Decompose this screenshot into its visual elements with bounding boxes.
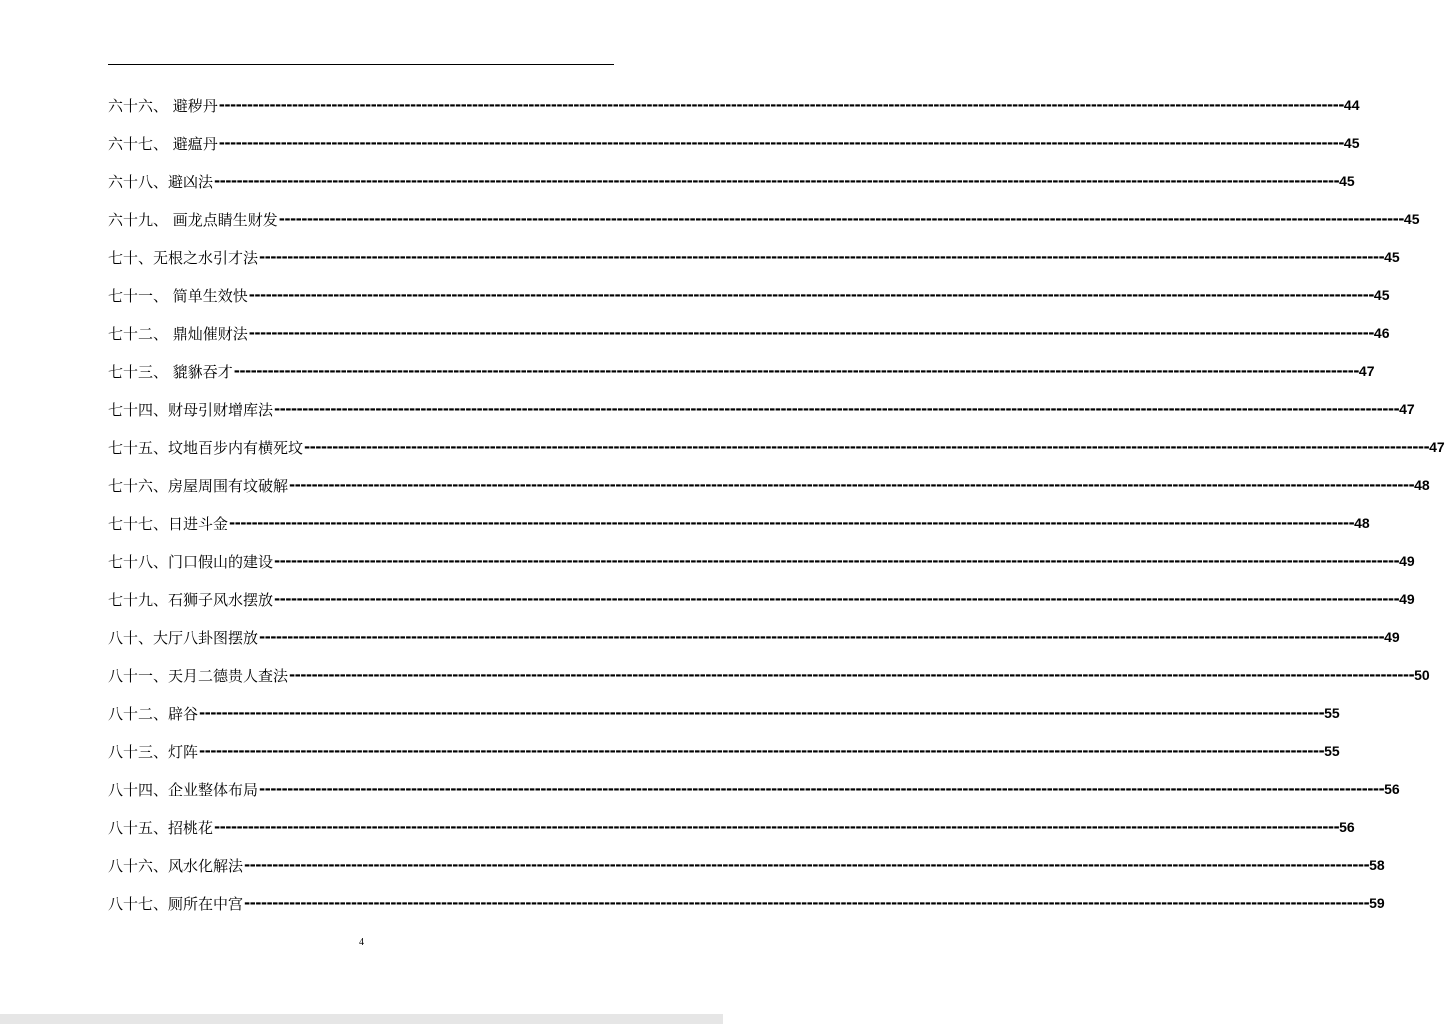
- toc-entry-page: 55: [1324, 743, 1340, 759]
- header-rule: [108, 64, 614, 65]
- toc-entry-title: 七十五、坟地百步内有横死坟: [108, 438, 304, 457]
- toc-entry[interactable]: [108, 276, 1390, 314]
- toc-entry-title: 七十七、日进斗金: [108, 514, 229, 533]
- toc-entry-page: 45: [1343, 135, 1360, 151]
- toc-entry-title: 七十九、石狮子风水摆放: [108, 590, 274, 609]
- toc-entry-page: 58: [1369, 857, 1385, 873]
- toc-entry[interactable]: [108, 580, 1415, 618]
- toc-entry-page: 47: [1399, 401, 1415, 417]
- toc-dot-leader: --------------------------------------------------------------------------------------------------------------------------------------------------------------------------------------------------------: [259, 248, 1385, 266]
- toc-entry-page: 56: [1384, 781, 1400, 797]
- toc-entry[interactable]: [108, 352, 1375, 390]
- toc-entry[interactable]: [108, 162, 1355, 200]
- toc-entry-title: 七十、无根之水引才法: [108, 248, 259, 267]
- toc-dot-leader: --------------------------------------------------------------------------------------------------------------------------------------------------------------------------------------------------------: [274, 400, 1400, 418]
- toc-entry[interactable]: [108, 770, 1400, 808]
- toc-dot-leader: --------------------------------------------------------------------------------------------------------------------------------------------------------------------------------------------------------: [199, 704, 1325, 722]
- toc-entry-title: 七十四、财母引财增库法: [108, 400, 274, 419]
- toc-entry-page: 47: [1358, 363, 1375, 379]
- toc-dot-leader: --------------------------------------------------------------------------------------------------------------------------------------------------------------------------------------------------------: [274, 590, 1400, 608]
- viewer-bottom-edge: [0, 1014, 723, 1024]
- toc-entry[interactable]: [108, 808, 1355, 846]
- toc-entry-title: 八十六、风水化解法: [108, 856, 244, 875]
- toc-entry-page: 47: [1429, 439, 1445, 455]
- toc-entry[interactable]: [108, 466, 1430, 504]
- toc-entry-title: 八十一、天月二德贵人查法: [108, 666, 289, 685]
- toc-dot-leader: --------------------------------------------------------------------------------------------------------------------------------------------------------------------------------------------------------: [259, 780, 1385, 798]
- toc-entry[interactable]: [108, 618, 1400, 656]
- toc-entry-page: 49: [1384, 629, 1400, 645]
- toc-entry-title: 六十六、 避秽丹: [108, 96, 218, 115]
- toc-entry-page: 55: [1324, 705, 1340, 721]
- toc-dot-leader: --------------------------------------------------------------------------------------------------------------------------------------------------------------------------------------------------------: [218, 134, 1344, 152]
- toc-dot-leader: --------------------------------------------------------------------------------------------------------------------------------------------------------------------------------------------------------: [274, 552, 1400, 570]
- toc-dot-leader: --------------------------------------------------------------------------------------------------------------------------------------------------------------------------------------------------------: [248, 324, 1374, 342]
- toc-entry-title: 七十二、 鼎灿催财法: [108, 324, 248, 343]
- toc-dot-leader: --------------------------------------------------------------------------------------------------------------------------------------------------------------------------------------------------------: [289, 476, 1415, 494]
- toc-dot-leader: --------------------------------------------------------------------------------------------------------------------------------------------------------------------------------------------------------: [244, 894, 1370, 912]
- toc-dot-leader: --------------------------------------------------------------------------------------------------------------------------------------------------------------------------------------------------------: [259, 628, 1385, 646]
- toc-dot-leader: --------------------------------------------------------------------------------------------------------------------------------------------------------------------------------------------------------: [214, 172, 1340, 190]
- toc-entry-title: 八十二、辟谷: [108, 704, 199, 723]
- toc-entry-title: 八十四、企业整体布局: [108, 780, 259, 799]
- toc-entry-page: 59: [1369, 895, 1385, 911]
- toc-entry-title: 八十三、灯阵: [108, 742, 199, 761]
- toc-dot-leader: --------------------------------------------------------------------------------------------------------------------------------------------------------------------------------------------------------: [229, 514, 1355, 532]
- toc-entry-title: 六十七、 避瘟丹: [108, 134, 218, 153]
- toc-dot-leader: --------------------------------------------------------------------------------------------------------------------------------------------------------------------------------------------------------: [244, 856, 1370, 874]
- toc-entry-title: 七十三、 貔貅吞才: [108, 362, 233, 381]
- toc-entry-title: 八十五、招桃花: [108, 818, 214, 837]
- toc-entry-title: 八十、大厅八卦图摆放: [108, 628, 259, 647]
- toc-entry-page: 48: [1354, 515, 1370, 531]
- toc-dot-leader: --------------------------------------------------------------------------------------------------------------------------------------------------------------------------------------------------------: [218, 96, 1344, 114]
- toc-entry-page: 49: [1399, 591, 1415, 607]
- toc-entry-page: 50: [1414, 667, 1430, 683]
- toc-entry[interactable]: [108, 884, 1385, 922]
- toc-entry[interactable]: [108, 390, 1415, 428]
- toc-dot-leader: --------------------------------------------------------------------------------------------------------------------------------------------------------------------------------------------------------: [233, 362, 1359, 380]
- toc-entry-title: 八十七、厕所在中宫: [108, 894, 244, 913]
- toc-entry[interactable]: [108, 542, 1415, 580]
- toc-dot-leader: --------------------------------------------------------------------------------------------------------------------------------------------------------------------------------------------------------: [289, 666, 1415, 684]
- toc-entry-page: 45: [1384, 249, 1400, 265]
- toc-dot-leader: --------------------------------------------------------------------------------------------------------------------------------------------------------------------------------------------------------: [278, 210, 1404, 228]
- toc-entry[interactable]: [108, 238, 1400, 276]
- toc-entry-page: 56: [1339, 819, 1355, 835]
- toc-entry-title: 七十八、门口假山的建设: [108, 552, 274, 571]
- page-number: 4: [359, 937, 364, 948]
- table-of-contents: [108, 86, 1445, 922]
- toc-entry[interactable]: [108, 846, 1385, 884]
- toc-entry-page: 44: [1343, 97, 1360, 113]
- toc-dot-leader: --------------------------------------------------------------------------------------------------------------------------------------------------------------------------------------------------------: [248, 286, 1374, 304]
- toc-entry-page: 48: [1414, 477, 1430, 493]
- toc-entry-page: 45: [1373, 287, 1390, 303]
- toc-entry[interactable]: [108, 200, 1420, 238]
- toc-entry-page: 49: [1399, 553, 1415, 569]
- toc-entry[interactable]: [108, 732, 1340, 770]
- toc-dot-leader: --------------------------------------------------------------------------------------------------------------------------------------------------------------------------------------------------------: [199, 742, 1325, 760]
- toc-entry-title: 七十六、房屋周围有坟破解: [108, 476, 289, 495]
- toc-entry[interactable]: [108, 314, 1390, 352]
- toc-entry[interactable]: [108, 86, 1360, 124]
- toc-entry-title: 六十八、避凶法: [108, 172, 214, 191]
- toc-entry[interactable]: [108, 656, 1430, 694]
- toc-entry[interactable]: [108, 428, 1445, 466]
- toc-entry-page: 45: [1339, 173, 1355, 189]
- toc-entry-title: 六十九、 画龙点睛生财发: [108, 210, 278, 229]
- toc-entry[interactable]: [108, 694, 1340, 732]
- toc-dot-leader: --------------------------------------------------------------------------------------------------------------------------------------------------------------------------------------------------------: [214, 818, 1340, 836]
- toc-entry-page: 45: [1403, 211, 1420, 227]
- toc-entry-page: 46: [1373, 325, 1390, 341]
- toc-entry[interactable]: [108, 124, 1360, 162]
- toc-dot-leader: --------------------------------------------------------------------------------------------------------------------------------------------------------------------------------------------------------: [304, 438, 1430, 456]
- toc-entry-title: 七十一、 简单生效快: [108, 286, 248, 305]
- toc-entry[interactable]: [108, 504, 1370, 542]
